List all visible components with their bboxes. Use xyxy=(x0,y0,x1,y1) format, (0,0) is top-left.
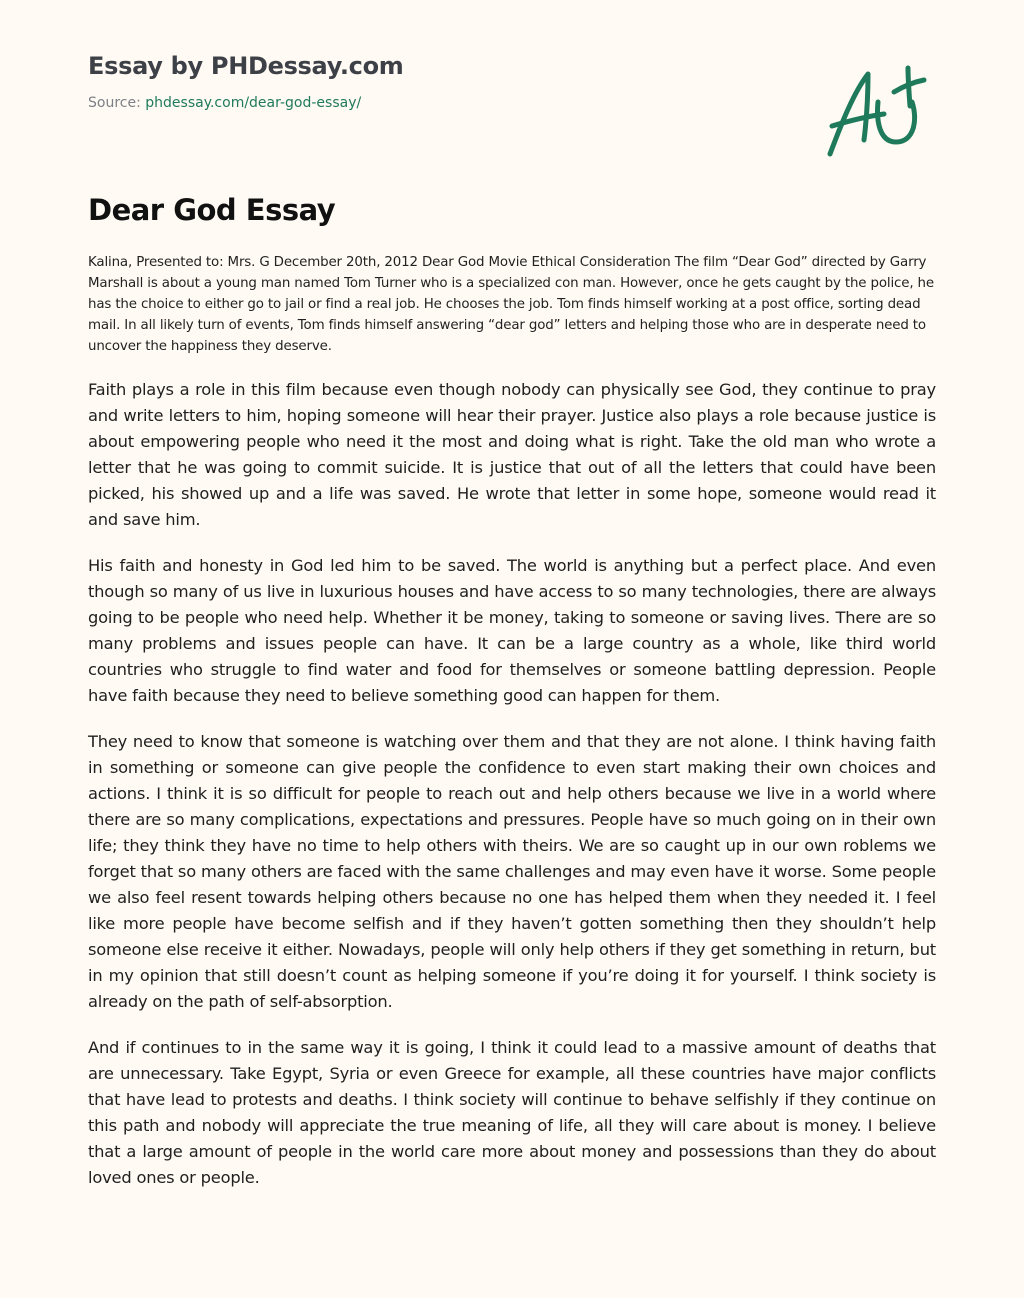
essay-paragraph: They need to know that someone is watching over them and that they are not alone. I think having faith in something or someone can give people the confidence to even start making their own choices and actions. I think it is so difficult for people to reach out and help others because we live in a world where there are so many complications, expectations and pressures. People have so much going on in their own life; they think they have no time to help others with theirs. We are so caught up in our own roblems we forget that so many others are faced with the same challenges and may even have it worse. Some people we also feel resent towards helping others because no one has helped them when they needed it. I feel like more people have become selfish and if they haven’t gotten something then they shouldn’t help someone else receive it either. Nowadays, people will only help others if they get something in return, but in my opinion that still doesn’t count as helping someone if you’re doing it for yourself. I think society is already on the path of self-absorption. xyxy=(88,732,936,1011)
essay-intro: Kalina, Presented to: Mrs. G December 20th, 2012 Dear God Movie Ethical Consideration The film “Dear God” directed by Garry Marshall is about a young man named Tom Turner who is a specialized con man. However, once he gets caught by the police, he has the choice to either go to jail or find a real job. He chooses the job. Tom finds himself working at a post office, sorting dead mail. In all likely turn of events, Tom finds himself answering “dear god” letters and helping those who are in desperate need to uncover the happiness they deserve. xyxy=(88,255,934,354)
essay-paragraph: And if continues to in the same way it is going, I think it could lead to a massive amount of deaths that are unnecessary. Take Egypt, Syria or even Greece for example, all these countries have major conflicts that have lead to protests and deaths. I think society will continue to behave selfishly if they continue on this path and nobody will appreciate the true meaning of life, all they will care about is money. I believe that a large amount of people in the world care more about money and possessions than they do about loved ones or people. xyxy=(88,1038,936,1187)
a-plus-grade-icon xyxy=(822,62,930,162)
essay-body xyxy=(88,377,936,1211)
source-label: Source: xyxy=(88,95,141,111)
site-title: Essay by PHDessay.com xyxy=(88,52,404,80)
essay-paragraph: His faith and honesty in God led him to be saved. The world is anything but a perfect place. And even though so many of us live in luxurious houses and have access to so many technologies, there are always going to be people who need help. Whether it be money, taking to someone or saving lives. There are so many problems and issues people can have. It can be a large country as a whole, like third world countries who struggle to find water and food for themselves or someone battling depression. People have faith because they need to believe something good can happen for them. xyxy=(88,556,936,705)
essay-title: Dear God Essay xyxy=(88,193,336,227)
page-header xyxy=(88,50,938,112)
source-link[interactable]: phdessay.com/dear-god-essay/ xyxy=(145,95,362,111)
essay-paragraph: Faith plays a role in this film because even though nobody can physically see God, they continue to pray and write letters to him, hoping someone will hear their prayer. Justice also plays a role because justice is about empowering people who need it the most and doing what is right. Take the old man who wrote a letter that he was going to commit suicide. It is justice that out of all the letters that could have been picked, his showed up and a life was saved. He wrote that letter in some hope, someone would read it and save him. xyxy=(88,380,936,529)
source-line xyxy=(88,94,938,112)
